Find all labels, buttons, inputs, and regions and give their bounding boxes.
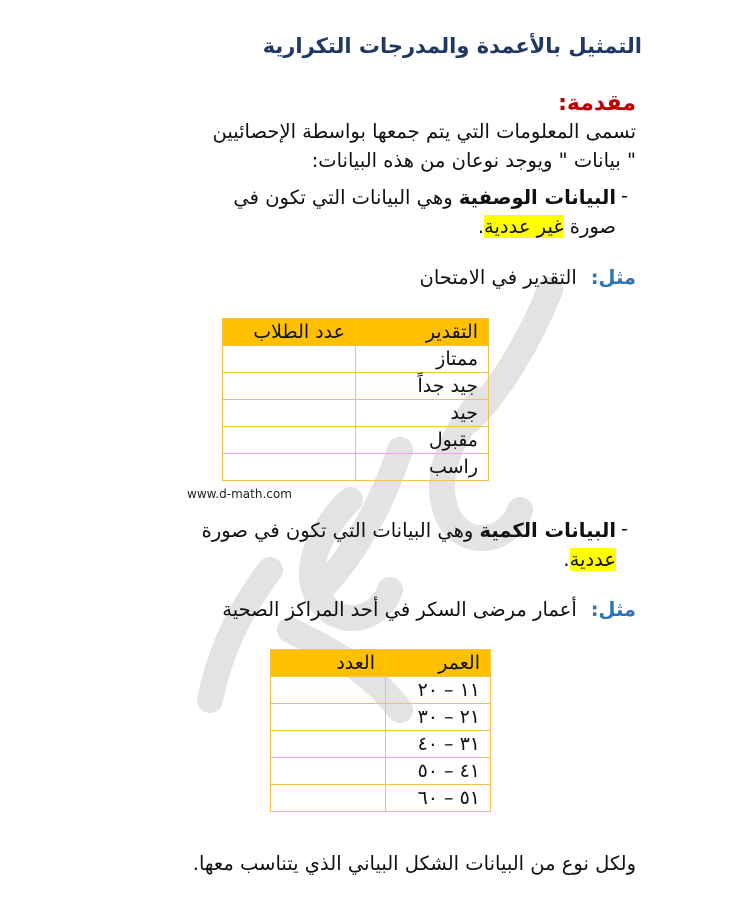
ages-table <box>270 649 491 812</box>
quantitative-line2-suffix: . <box>563 548 570 571</box>
qualitative-term: البيانات الوصفية <box>458 186 616 209</box>
quantitative-line-2 <box>563 546 616 574</box>
intro-line-2: " بيانات " ويوجد نوعان من هذه البيانات: <box>311 149 636 172</box>
table-header-grade: التقدير <box>356 319 489 346</box>
quantitative-definition: وهي البيانات التي تكون في صورة <box>201 519 480 542</box>
quantitative-highlight: عددية <box>569 548 616 571</box>
qualitative-line2-suffix: . <box>477 215 485 238</box>
table-row <box>271 758 491 785</box>
table-row <box>223 454 489 481</box>
table-row <box>271 785 491 812</box>
quantitative-line-1 <box>202 517 616 545</box>
table-cell-count <box>271 758 386 785</box>
table-cell-grade: جيد <box>356 400 489 427</box>
qualitative-definition: وهي البيانات التي تكون في <box>233 186 459 209</box>
table-cell-grade: مقبول <box>356 427 489 454</box>
example-1-label: مثل: <box>590 266 636 289</box>
table-cell-count <box>223 346 356 373</box>
table-cell-grade: راسب <box>356 454 489 481</box>
conclusion-text: ولكل نوع من البيانات الشكل البياني الذي يتناسب معها. <box>192 852 636 875</box>
table-row <box>271 704 491 731</box>
table-row <box>223 427 489 454</box>
table-cell-age-range: ٣١ – ٤٠ <box>386 731 491 758</box>
table-header-age: العمر <box>386 650 491 677</box>
table-cell-count <box>223 454 356 481</box>
table-cell-count <box>271 731 386 758</box>
intro-line-1: تسمى المعلومات التي يتم جمعها بواسطة الإحصائيين <box>212 120 636 143</box>
table-cell-count <box>223 427 356 454</box>
example-2 <box>222 598 636 621</box>
example-1 <box>420 266 636 289</box>
table-row <box>223 373 489 400</box>
table-cell-count <box>223 373 356 400</box>
intro-heading: مقدمة: <box>558 91 636 116</box>
table-cell-age-range: ٤١ – ٥٠ <box>386 758 491 785</box>
table-cell-age-range: ٢١ – ٣٠ <box>386 704 491 731</box>
table-header-row <box>223 319 489 346</box>
qualitative-line-1 <box>233 184 616 212</box>
table-cell-count <box>271 704 386 731</box>
table-header-row <box>271 650 491 677</box>
website-url[interactable]: www.d-math.com <box>187 487 292 501</box>
example-1-text: التقدير في الامتحان <box>419 266 577 289</box>
qualitative-line2-prefix: صورة <box>563 215 616 238</box>
example-2-label: مثل: <box>590 598 636 621</box>
bullet-marker-quantitative: - <box>620 517 628 540</box>
table-row <box>271 731 491 758</box>
example-2-text: أعمار مرضى السكر في أحد المراكز الصحية <box>222 598 577 621</box>
table-cell-count <box>223 400 356 427</box>
bullet-marker-qualitative: - <box>620 184 628 207</box>
qualitative-highlight: غير عددية <box>484 215 564 238</box>
table-cell-grade: جيد جداً <box>356 373 489 400</box>
table-cell-grade: ممتاز <box>356 346 489 373</box>
table-cell-age-range: ٥١ – ٦٠ <box>386 785 491 812</box>
table-cell-count <box>271 785 386 812</box>
qualitative-line-2 <box>478 213 616 241</box>
table-header-count: العدد <box>271 650 386 677</box>
table-row <box>271 677 491 704</box>
quantitative-term: البيانات الكمية <box>479 519 616 542</box>
table-header-student-count: عدد الطلاب <box>223 319 356 346</box>
table-row <box>223 346 489 373</box>
table-row <box>223 400 489 427</box>
table-cell-age-range: ١١ – ٢٠ <box>386 677 491 704</box>
page-title: التمثيل بالأعمدة والمدرجات التكرارية <box>262 34 642 58</box>
table-cell-count <box>271 677 386 704</box>
grades-table <box>222 318 489 481</box>
